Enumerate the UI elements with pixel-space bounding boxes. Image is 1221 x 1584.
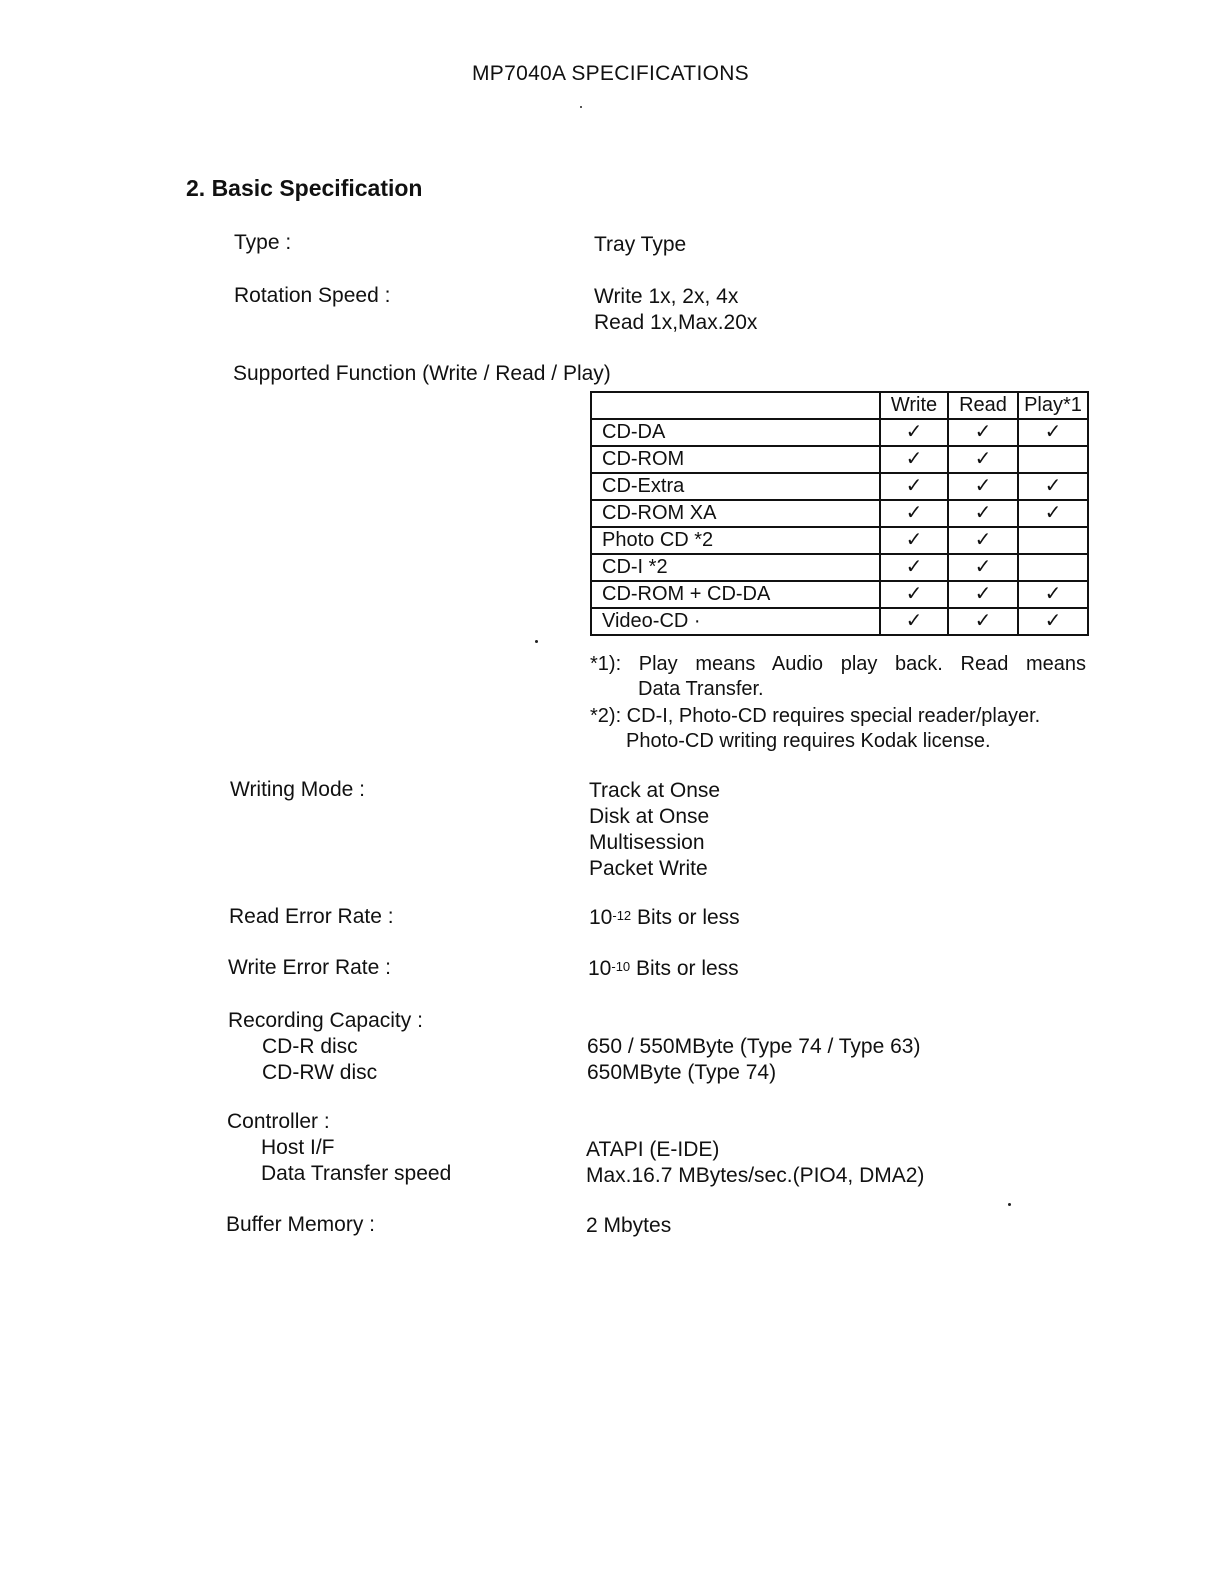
footnote-2-continued: Photo-CD writing requires Kodak license.	[626, 730, 991, 752]
footnote-1-continued: Data Transfer.	[638, 678, 764, 700]
writing-mode-item: Track at Onse	[589, 779, 721, 802]
read-error-rate-value	[589, 905, 740, 931]
write-error-unit: Bits or less	[630, 957, 739, 980]
format-name: CD-ROM XA	[591, 500, 880, 527]
play-check	[1018, 527, 1088, 554]
read-check: ✓	[948, 473, 1018, 500]
write-error-rate-value	[588, 956, 739, 982]
scan-speck	[1008, 1203, 1011, 1206]
play-check	[1018, 554, 1088, 581]
supported-function-label: Supported Function (Write / Read / Play)	[233, 362, 611, 385]
format-name: Photo CD *2	[591, 527, 880, 554]
write-check: ✓	[880, 608, 948, 635]
format-name: Video-CD ·	[591, 608, 880, 635]
write-check: ✓	[880, 473, 948, 500]
writing-mode-item: Multisession	[589, 831, 705, 854]
scan-speck	[580, 106, 582, 108]
read-check: ✓	[948, 527, 1018, 554]
rotation-speed-value	[594, 284, 757, 336]
table-row	[591, 500, 1088, 527]
rotation-write-value: Write 1x, 2x, 4x	[594, 285, 739, 308]
table-row	[591, 473, 1088, 500]
page-title: MP7040A SPECIFICATIONS	[472, 62, 749, 85]
play-check: ✓	[1018, 419, 1088, 446]
read-error-unit: Bits or less	[631, 906, 740, 929]
write-check: ✓	[880, 581, 948, 608]
column-header-read: Read	[948, 392, 1018, 419]
write-check: ✓	[880, 446, 948, 473]
read-error-rate-label: Read Error Rate :	[229, 905, 394, 928]
controller-labels	[227, 1109, 451, 1187]
read-error-base: 10	[589, 906, 613, 929]
table-row	[591, 608, 1088, 635]
play-check: ✓	[1018, 500, 1088, 527]
table-row	[591, 527, 1088, 554]
writing-mode-label: Writing Mode :	[230, 778, 365, 801]
recording-capacity-values	[587, 1034, 920, 1086]
footnote-2: *2): CD-I, Photo-CD requires special reader/player.	[590, 705, 1041, 727]
buffer-memory-value: 2 Mbytes	[586, 1214, 672, 1237]
write-check: ✓	[880, 500, 948, 527]
type-value: Tray Type	[594, 233, 687, 256]
play-check: ✓	[1018, 473, 1088, 500]
writing-mode-item: Packet Write	[589, 857, 708, 880]
format-name: CD-I *2	[591, 554, 880, 581]
column-header-play: Play*1	[1018, 392, 1088, 419]
read-check: ✓	[948, 554, 1018, 581]
data-transfer-speed-label: Data Transfer speed	[261, 1162, 452, 1185]
write-error-exponent: -10	[611, 959, 631, 974]
table-corner-cell	[591, 392, 880, 419]
read-check: ✓	[948, 419, 1018, 446]
write-error-base: 10	[588, 957, 612, 980]
read-check: ✓	[948, 581, 1018, 608]
controller-values	[586, 1137, 924, 1189]
cdr-disc-label: CD-R disc	[262, 1035, 358, 1058]
table-header-row	[591, 392, 1088, 419]
table-row	[591, 419, 1088, 446]
format-name: CD-ROM	[591, 446, 880, 473]
write-check: ✓	[880, 419, 948, 446]
format-name: CD-ROM + CD-DA	[591, 581, 880, 608]
recording-capacity-labels	[228, 1008, 423, 1086]
recording-capacity-label: Recording Capacity :	[228, 1009, 423, 1032]
controller-label: Controller :	[227, 1110, 330, 1133]
buffer-memory-label: Buffer Memory :	[226, 1213, 375, 1236]
write-check: ✓	[880, 527, 948, 554]
play-check	[1018, 446, 1088, 473]
play-check: ✓	[1018, 581, 1088, 608]
write-check: ✓	[880, 554, 948, 581]
rotation-speed-label: Rotation Speed :	[234, 284, 391, 307]
write-error-rate-label: Write Error Rate :	[228, 956, 391, 979]
cdrw-disc-label: CD-RW disc	[262, 1061, 378, 1084]
footnote-1: *1): Play means Audio play back. Read means	[590, 653, 1086, 675]
read-error-exponent: -12	[612, 908, 632, 923]
read-check: ✓	[948, 608, 1018, 635]
table-row	[591, 581, 1088, 608]
data-transfer-speed-value: Max.16.7 MBytes/sec.(PIO4, DMA2)	[586, 1164, 925, 1187]
writing-mode-item: Disk at Onse	[589, 805, 710, 828]
writing-mode-values	[589, 778, 720, 882]
format-name: CD-Extra	[591, 473, 880, 500]
host-if-label: Host I/F	[261, 1136, 335, 1159]
column-header-write: Write	[880, 392, 948, 419]
cdr-disc-value: 650 / 550MByte (Type 74 / Type 63)	[587, 1035, 921, 1058]
play-check: ✓	[1018, 608, 1088, 635]
read-check: ✓	[948, 500, 1018, 527]
format-name: CD-DA	[591, 419, 880, 446]
section-heading: 2. Basic Specification	[186, 175, 423, 201]
supported-function-table	[590, 391, 1089, 636]
cdrw-disc-value: 650MByte (Type 74)	[587, 1061, 777, 1084]
host-if-value: ATAPI (E-IDE)	[586, 1138, 720, 1161]
scan-speck	[535, 640, 538, 643]
type-label: Type :	[234, 231, 292, 254]
read-check: ✓	[948, 446, 1018, 473]
table-row	[591, 554, 1088, 581]
rotation-read-value: Read 1x,Max.20x	[594, 311, 758, 334]
table-row	[591, 446, 1088, 473]
